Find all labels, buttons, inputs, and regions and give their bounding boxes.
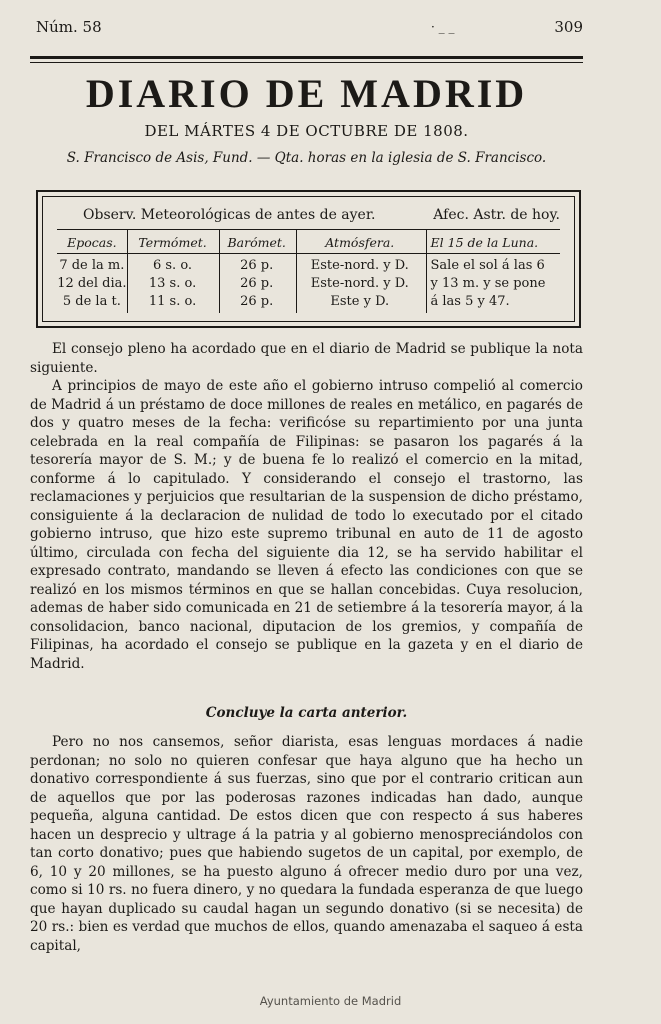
table-row bbox=[57, 275, 560, 293]
cell: 26 p. bbox=[240, 276, 274, 291]
meteo-column-headers bbox=[57, 235, 560, 250]
astro-title: Afec. Astr. de hoy. bbox=[433, 207, 560, 223]
col-termometro: Termómet. bbox=[138, 235, 207, 250]
meteo-rows bbox=[57, 257, 560, 311]
table-row bbox=[57, 293, 560, 311]
issue-number: Núm. 58 bbox=[36, 18, 102, 36]
meteo-divider bbox=[57, 229, 560, 230]
article-carta bbox=[30, 733, 583, 955]
article-consejo bbox=[30, 340, 583, 673]
cell: Sale el sol á las 6 bbox=[430, 258, 545, 273]
table-row bbox=[57, 257, 560, 275]
top-rule-thin bbox=[30, 62, 583, 63]
cell: 5 de la t. bbox=[62, 294, 121, 309]
saint-of-day: S. Francisco de Asis, Fund. — Qta. horas en la iglesia de S. Francisco. bbox=[66, 150, 547, 166]
meteo-inner-frame bbox=[42, 196, 575, 322]
article-paragraph: Pero no nos cansemos, señor diarista, esas lenguas mordaces á nadie perdonan; no solo no quieren confesar que haya alguno que ha hecho un donativo correspondiente á sus fuerzas, sino que por el contrario critican aun de aquellos que por las poderosas razones indicadas han dado, aunque pequeña, alguna cantidad. De estos dicen que con respecto á sus haberes hacen un desprecio y ultrage á la patria y al gobierno menospreciándolos con tan corto donativo; pues que habiendo sugetos de un capital, por exemplo, de 6, 10 y 20 millones, se ha puesto alguno á ofrecer medio duro por una vez, como si 10 rs. no fuera dinero, y no quedara la fundada esperanza de que luego que hayan duplicado su caudal hagan un segundo donativo (si se necesita) de 20 rs.: bien es verdad que muchos de ellos, quando amenazaba el saqueo á esta capital, bbox=[30, 734, 583, 954]
cell: Este-nord. y D. bbox=[310, 258, 409, 273]
meteo-divider-2 bbox=[57, 253, 560, 254]
cell: 6 s. o. bbox=[152, 258, 193, 273]
cell: 13 s. o. bbox=[148, 276, 197, 291]
cell: Este y D. bbox=[330, 294, 390, 309]
issue-date: DEL MÁRTES 4 DE OCTUBRE DE 1808. bbox=[144, 122, 469, 140]
cell: 26 p. bbox=[240, 294, 274, 309]
meteorological-table bbox=[36, 190, 581, 328]
col-barometro: Barómet. bbox=[227, 235, 286, 250]
col-luna: El 15 de la Luna. bbox=[430, 235, 539, 250]
article-paragraph: A principios de mayo de este año el gobierno intruso compelió al comercio de Madrid á un préstamo de doce millones de reales en metálico, en pagarés de dos y quatro meses de la fecha: verificóse su repartimiento por una junta celebrada en la real compañía de Filipinas: se pasaron los pagarés á la tesorería mayor de S. M.; y de buena fe lo realizó el comercio en la mitad, conforme á lo capitulado. Y considerando el consejo el trastorno, las reclamaciones y perjuicios que resultarian de la suspension de dicho préstamo, consiguiente á la declaracion de nulidad de todo lo executado por el citado gobierno intruso, que hizo este supremo tribunal en auto de 11 de agosto último, circulada con fecha del siguiente dia 12, se ha servido habilitar el expresado contrato, mandando se lleven á efecto las condiciones con que se realizó en los mismos términos en que se hallan concebidas. Cuya resolucion, ademas de haber sido comunicada en 21 de setiembre á la tesorería mayor, á la consolidacion, banco nacional, diputacion de los gremios, y compañía de Filipinas, ha acordado el consejo se publique en la gazeta y en el diario de Madrid. bbox=[30, 378, 583, 672]
cell: Este-nord. y D. bbox=[310, 276, 409, 291]
meteo-title: Observ. Meteorológicas de antes de ayer. bbox=[83, 207, 376, 223]
masthead-title: DIARIO DE MADRID bbox=[85, 71, 528, 116]
col-epocas: Epocas. bbox=[67, 235, 117, 250]
section-heading: Concluye la carta anterior. bbox=[205, 705, 408, 721]
page-header bbox=[36, 18, 583, 36]
cell: 7 de la m. bbox=[59, 258, 125, 273]
col-atmosfera: Atmósfera. bbox=[325, 235, 395, 250]
cell: y 13 m. y se pone bbox=[430, 276, 546, 291]
cell: 11 s. o. bbox=[148, 294, 197, 309]
archive-credit: Ayuntamiento de Madrid bbox=[259, 994, 402, 1008]
top-rule-thick bbox=[30, 56, 583, 59]
header-mark: · _ _ bbox=[431, 20, 455, 34]
cell: 26 p. bbox=[240, 258, 274, 273]
article-paragraph: El consejo pleno ha acordado que en el diario de Madrid se publique la nota siguiente. bbox=[30, 341, 583, 376]
cell: 12 del dia. bbox=[57, 276, 127, 291]
cell: á las 5 y 47. bbox=[430, 294, 510, 309]
page-number: 309 bbox=[554, 18, 583, 36]
